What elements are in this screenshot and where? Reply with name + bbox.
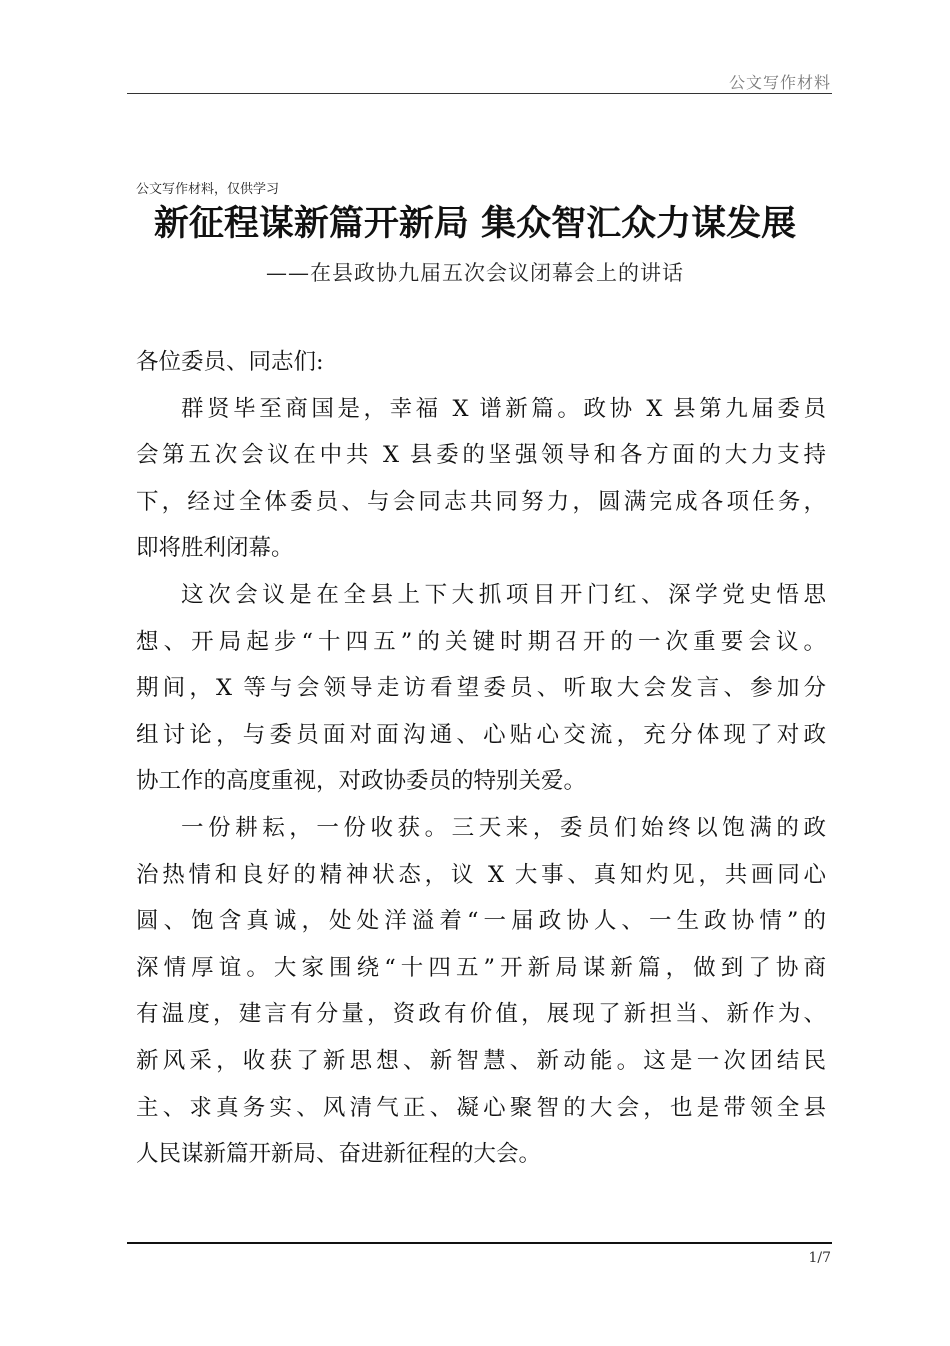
paragraph-3 (136, 805, 826, 1178)
paragraph-1 (136, 386, 826, 572)
footer-divider (127, 1242, 832, 1244)
paragraph-line: 期间，X 等与会领导走访看望委员、听取大会发言、参加分 (136, 675, 826, 702)
paragraph-line: 下，经过全体委员、与会同志共同努力，圆满完成各项任务， (136, 488, 826, 515)
paragraph-line: 有温度，建言有分量，资政有价值，展现了新担当、新作为、 (136, 1001, 826, 1028)
paragraph-2 (136, 572, 826, 805)
paragraph-line: 主、求真务实、风清气正、凝心聚智的大会，也是带领全县 (136, 1094, 826, 1121)
paragraph-line: 会第五次会议在中共 X 县委的坚强领导和各方面的大力支持 (136, 442, 826, 469)
paragraph-line: 组讨论，与委员面对面沟通、心贴心交流，充分体现了对政 (136, 721, 826, 748)
header-label: 公文写作材料 (728, 73, 831, 92)
paragraph-line: 一份耕耘，一份收获。三天来，委员们始终以饱满的政 (181, 814, 826, 841)
paragraph-line: 人民谋新篇开新局、奋进新征程的大会。 (136, 1141, 542, 1168)
document-subtitle: ——在县政协九届五次会议闭幕会上的讲话 (266, 261, 684, 285)
study-notice: 公文写作材料，仅供学习 (136, 182, 280, 197)
header-divider (127, 93, 832, 94)
paragraph-line: 新风采，收获了新思想、新智慧、新动能。这是一次团结民 (136, 1047, 826, 1074)
document-body (136, 339, 826, 1178)
paragraph-line: 深情厚谊。大家围绕“十四五”开新局谋新篇，做到了协商 (136, 954, 826, 981)
paragraph-line: 想、开局起步“十四五”的关键时期召开的一次重要会议。 (136, 628, 826, 655)
paragraph-line: 治热情和良好的精神状态，议 X 大事、真知灼见，共画同心 (136, 861, 826, 888)
document-title: 新征程谋新篇开新局 集众智汇众力谋发展 (153, 203, 797, 244)
paragraph-line: 即将胜利闭幕。 (136, 535, 294, 562)
salutation: 各位委员、同志们: (136, 349, 324, 375)
paragraph-line: 群贤毕至商国是，幸福 X 谱新篇。政协 X 县第九届委员 (181, 395, 826, 422)
paragraph-line: 这次会议是在全县上下大抓项目开门红、深学党史悟思 (181, 581, 826, 608)
paragraph-line: 协工作的高度重视，对政协委员的特别关爱。 (136, 768, 587, 795)
paragraph-line: 圆、饱含真诚，处处洋溢着“一届政协人、一生政协情”的 (136, 908, 826, 935)
page-number: 1/7 (808, 1250, 831, 1266)
